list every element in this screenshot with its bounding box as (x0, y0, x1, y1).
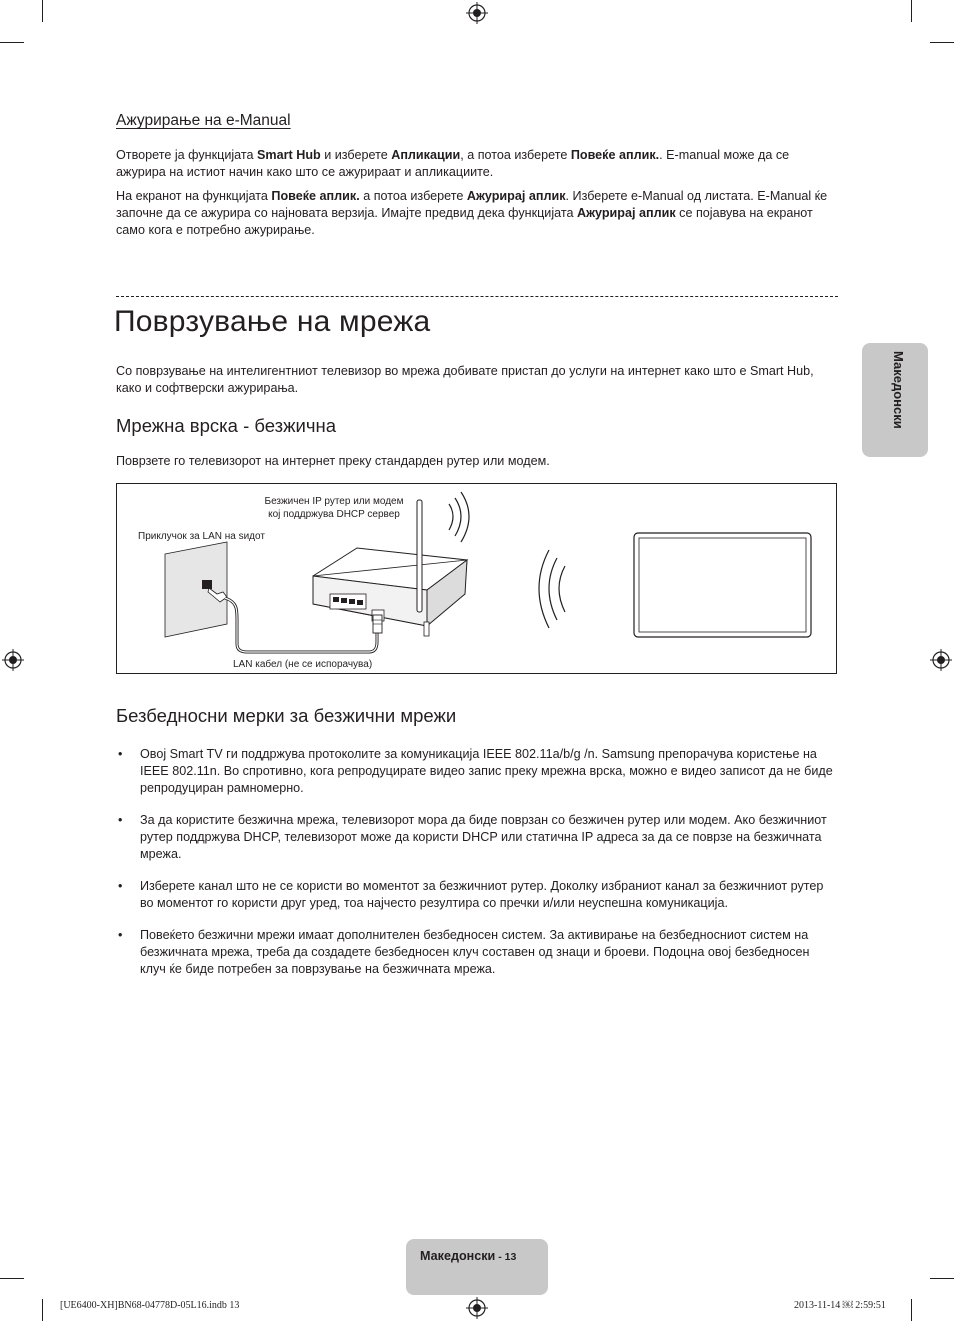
bullet-marker: • (118, 747, 123, 761)
bold-term: Апликации (391, 148, 461, 162)
section-title-emanual-update: Ажурирање на e-Manual (116, 112, 291, 129)
tv-wifi-signal-icon (539, 550, 565, 628)
text-run: . Изберете e-Manual од листата. E-Manual ќе започне да се ажурира со најновата верзија. Имајте предвид дека функцијата (116, 189, 828, 220)
crop-mark (930, 1278, 954, 1279)
crop-mark (0, 42, 24, 43)
crop-mark (911, 0, 912, 22)
lan-cable-label: LAN кабел (не се испорачува) (233, 659, 373, 670)
router-label: Безжичен IP рутер или модем кој поддржува DHCP сервер (264, 496, 404, 520)
wall-jack-icon (165, 542, 227, 637)
bold-term: Ажурирај аплик (577, 206, 676, 220)
page-number: - 13 (495, 1251, 517, 1263)
router-icon (313, 500, 467, 636)
safety-bullet-item (116, 746, 836, 797)
registration-mark-icon (466, 2, 488, 24)
print-imprint-date: 2013-11-14 ￼ 2:59:51 (794, 1300, 886, 1311)
footer-label (420, 1249, 516, 1263)
bold-term: Smart Hub (257, 148, 321, 162)
text-run: се појавува на екранот само кога е потребно ажурирање. (116, 206, 813, 237)
wall-jack-label: Приклучок за LAN на ѕидот (138, 531, 265, 542)
safety-bullet-item (116, 927, 836, 978)
wireless-description: Поврзете го телевизорот на интернет преку стандарден рутер или модем. (116, 454, 550, 468)
router-wifi-signal-icon (449, 492, 469, 542)
section-title-wireless: Мрежна врска - безжична (116, 415, 337, 436)
bullet-marker: • (118, 813, 123, 827)
print-imprint-file: [UE6400-XH]BN68-04778D-05L16.indb 13 (60, 1300, 240, 1311)
safety-bullet-list (116, 746, 836, 993)
page-title: Поврзување на мрежа (114, 305, 431, 338)
section-title-wireless-safety: Безбедносни мерки за безжични мрежи (116, 705, 457, 726)
registration-mark-icon (2, 649, 24, 671)
bold-term: Повеќе аплик. (570, 148, 660, 162)
footer-language: Македонски (420, 1249, 496, 1263)
intro-paragraph: Со поврзување на интелигентниот телевизор во мрежа добивате пристап до услуги на интернет како што е Smart Hub, како и софтверски ажурирања. (116, 364, 814, 395)
network-diagram (116, 483, 837, 674)
diagram-drawing (117, 484, 836, 673)
emanual-paragraph-1 (116, 147, 836, 181)
bullet-marker: • (118, 879, 123, 893)
bold-term: Повеќе аплик. (271, 189, 360, 203)
registration-mark-icon (466, 1297, 488, 1319)
text-run: На екранот на функцијата (116, 189, 272, 203)
crop-mark (930, 42, 954, 43)
language-side-tab-label: Македонски (891, 351, 906, 429)
safety-bullet-item (116, 812, 836, 863)
crop-mark (42, 1299, 43, 1321)
tv-icon (634, 533, 811, 637)
text-run: , а потоа изберете (460, 148, 571, 162)
bullet-marker: • (118, 928, 123, 942)
text-run: а потоа изберете (359, 189, 467, 203)
text-run: и изберете (320, 148, 392, 162)
crop-mark (0, 1278, 24, 1279)
bullet-text: Повеќето безжични мрежи имаат дополнителен безбедносен систем. За активирање на безбедносниот систем на безжичната мрежа, треба да создадете безбедносен клуч составен од знаци и броеви. Подоцна овој безбедносен клуч ќе биде потребен за поврзување на безжичната мрежа. (140, 928, 810, 976)
registration-mark-icon (930, 649, 952, 671)
safety-bullet-item (116, 878, 836, 912)
crop-mark (42, 0, 43, 22)
language-side-tab (862, 343, 928, 457)
section-divider (116, 296, 838, 297)
bullet-text: Изберете канал што не се користи во моментот за безжичниот рутер. Доколку избраниот канал за безжичниот рутер во моментот го користи друг уред, тоа најчесто резултира со пречки и/или неуспешна комуникација. (140, 879, 824, 910)
footer-page-tab (406, 1239, 548, 1295)
bullet-text: За да користите безжична мрежа, телевизорот мора да биде поврзан со безжичен рутер или модем. Ако безжичниот рутер поддржува DHCP, телевизорот може да користи DHCP или статична IP адреса за да се поврзе на безжичната мрежа. (140, 813, 827, 861)
crop-mark (911, 1299, 912, 1321)
bold-term: Ажурирај аплик (466, 189, 566, 203)
bullet-text: Овој Smart TV ги поддржува протоколите за комуникација IEEE 802.11a/b/g /n. Samsung препорачува користење на IEEE 802.11n. Во спротивно, кога репродуцирате видео запис преку мрежна врска, можно е видео записот да не биде репродуциран рамномерно. (140, 747, 833, 795)
text-run: . E-manual може да се ажурира на истиот начин како што се ажурираат и апликациите. (116, 148, 790, 179)
emanual-paragraph-2 (116, 188, 836, 239)
text-run: Отворете ја функцијата (116, 148, 258, 162)
